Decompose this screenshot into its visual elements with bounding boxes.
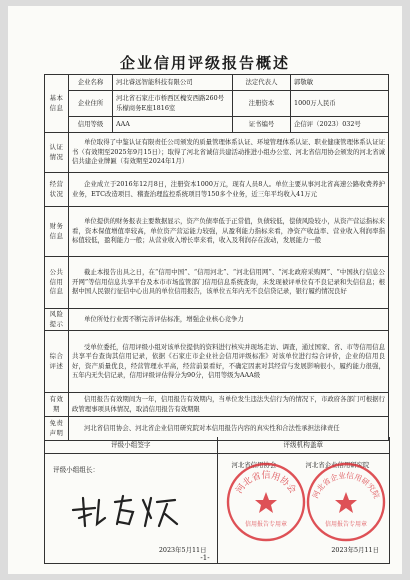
signature-block — [44, 437, 390, 564]
org-seal-header: 评级机构盖章 — [283, 441, 324, 449]
report-table — [44, 74, 389, 441]
svg-text:河北省企业信用研究院: 河北省企业信用研究院 — [310, 470, 381, 500]
section-label-certification: 认证情况 — [45, 133, 69, 173]
capital-value: 1000万人民币 — [291, 91, 389, 117]
org-seal-area — [218, 454, 390, 564]
org-name-1: 河北省信用协会 — [231, 461, 277, 469]
rating-value: AAA — [113, 117, 233, 133]
operations-text: 企业成立于2016年12月8日，注册资本1000万元，现有人员8人。单位主要从事河北省高速公路收费养护业务，ETC改造项目、稽査治理监控系统项目等150多个业务，近三年平均收入41万元 — [69, 173, 389, 207]
page-title: 企业信用评级报告概述 — [119, 54, 290, 72]
svg-text:信用报告专用章: 信用报告专用章 — [244, 521, 287, 528]
legal-rep-value: 郭敬敏 — [291, 75, 389, 91]
capital-label: 注册资本 — [233, 91, 291, 117]
section-label-operations: 经营状况 — [45, 173, 69, 207]
page-number: -1- — [200, 554, 210, 562]
risk-text: 单位所处行业需不断完善评估标准，增强企业核心竞争力 — [69, 309, 389, 331]
rating-label: 信用等级 — [69, 117, 113, 133]
org-seal-date: 2023年5月11日 — [331, 546, 379, 554]
cert-no-value: 企信评（2023）032号 — [291, 117, 389, 133]
section-label-evaluation: 综合评述 — [45, 331, 69, 393]
section-label-basic: 基本信息 — [45, 75, 69, 133]
section-label-risk: 风险提示 — [45, 309, 69, 331]
handwritten-signature — [65, 488, 185, 532]
team-signature-date: 2023年5月11日 — [158, 546, 207, 554]
address-label: 企业住所 — [69, 91, 113, 117]
section-label-public-credit: 公共信用信息 — [45, 257, 69, 309]
finance-text: 单位提供的财务报表主要数据显示，资产负债率低于正常值，负债较低，偿债风险较小，从资产营运指标来看，资本保值增值率较高，单位资产营运能力较强，从盈利能力指标来看，净资产收益率、营业收入利润率指标值较低，盈利能力一般；从营业收入增长率来看，收入及利润存在波动，发展能力一般 — [69, 207, 389, 257]
evaluation-text: 受单位委托，信用评级小组对该单位提供的资料进行核实并现场走访、调査，通过国家、省、市等信用信息共享平台查询其信用记录，依据《石家庄市企业社会信用评级标准》对该单位进行综合评价，企业的信用良好，资产质量优良，经营管理水平高，经营前景看好，不确定因素对其经营与发展影响很小，履约能力很强，五年内无失信记录，信用评级评估得分为90分，信用等级为AAA级 — [69, 331, 389, 393]
document-page — [8, 6, 402, 574]
team-leader-caption: 评级小组组长： — [53, 466, 100, 474]
section-label-finance: 财务信息 — [45, 207, 69, 257]
team-signature-area — [45, 454, 218, 564]
org-name-2: 河北省企业信用研究院 — [305, 461, 370, 469]
address-value: 河北省石家庄市桥西区槐安西路260号乐檬商务E座1816室 — [113, 91, 233, 117]
seal-enterprise-credit-institute-icon — [304, 460, 388, 544]
svg-text:信用报告专用章: 信用报告专用章 — [324, 521, 367, 528]
company-name-label: 企业名称 — [69, 75, 113, 91]
validity-text: 信用报告有效期间为一年，信用报告有效期内，当单位发生违法失信行为的情况下，市政府各部门可根据行政管理事项具体情况，取消信用报告有效期限 — [69, 393, 389, 417]
team-signature-header: 评级小组签字 — [45, 437, 218, 453]
section-label-disclaimer: 免责声明 — [45, 417, 69, 441]
company-name-value: 河北睿远智能科技有限公司 — [113, 75, 233, 91]
seal-credit-association-icon — [224, 460, 308, 544]
section-label-validity: 有效期 — [45, 393, 69, 417]
cert-no-label: 证书编号 — [233, 117, 291, 133]
certification-text: 单位取得了中鉴认证有限责任公司颁发的质量管理体系认证、环境管理体系认证、职业健康管理体系认证证书（有效期至2025年9月15日）；取得了河北省诚信共建活动推进小组办公室、河北省信用协会颁发的河北省诚信共建企业牌匾（有效期至2024年1月） — [69, 133, 389, 173]
disclaimer-text: 河北省信用协会、河北省企业信用研究院对本信用报告内容的真实性和合法性承担法律责任 — [69, 417, 389, 441]
legal-rep-label: 法定代表人 — [233, 75, 291, 91]
svg-text:河北省信用协会: 河北省信用协会 — [234, 471, 297, 496]
public-credit-text: 截止本报告出具之日，在“信用中国”、“信用河北”、“河北信用网”、“河北政府采购网”、“中国执行信息公开网”等信用信息共享平台及本市市场监管部门信用信息系统查询，未发现被评单位有不良记录和失信信息；根据中国人民银行征信中心出具的单位信用报告，该单位五年内无不良信贷记录，银行履约情况良好 — [69, 257, 389, 309]
